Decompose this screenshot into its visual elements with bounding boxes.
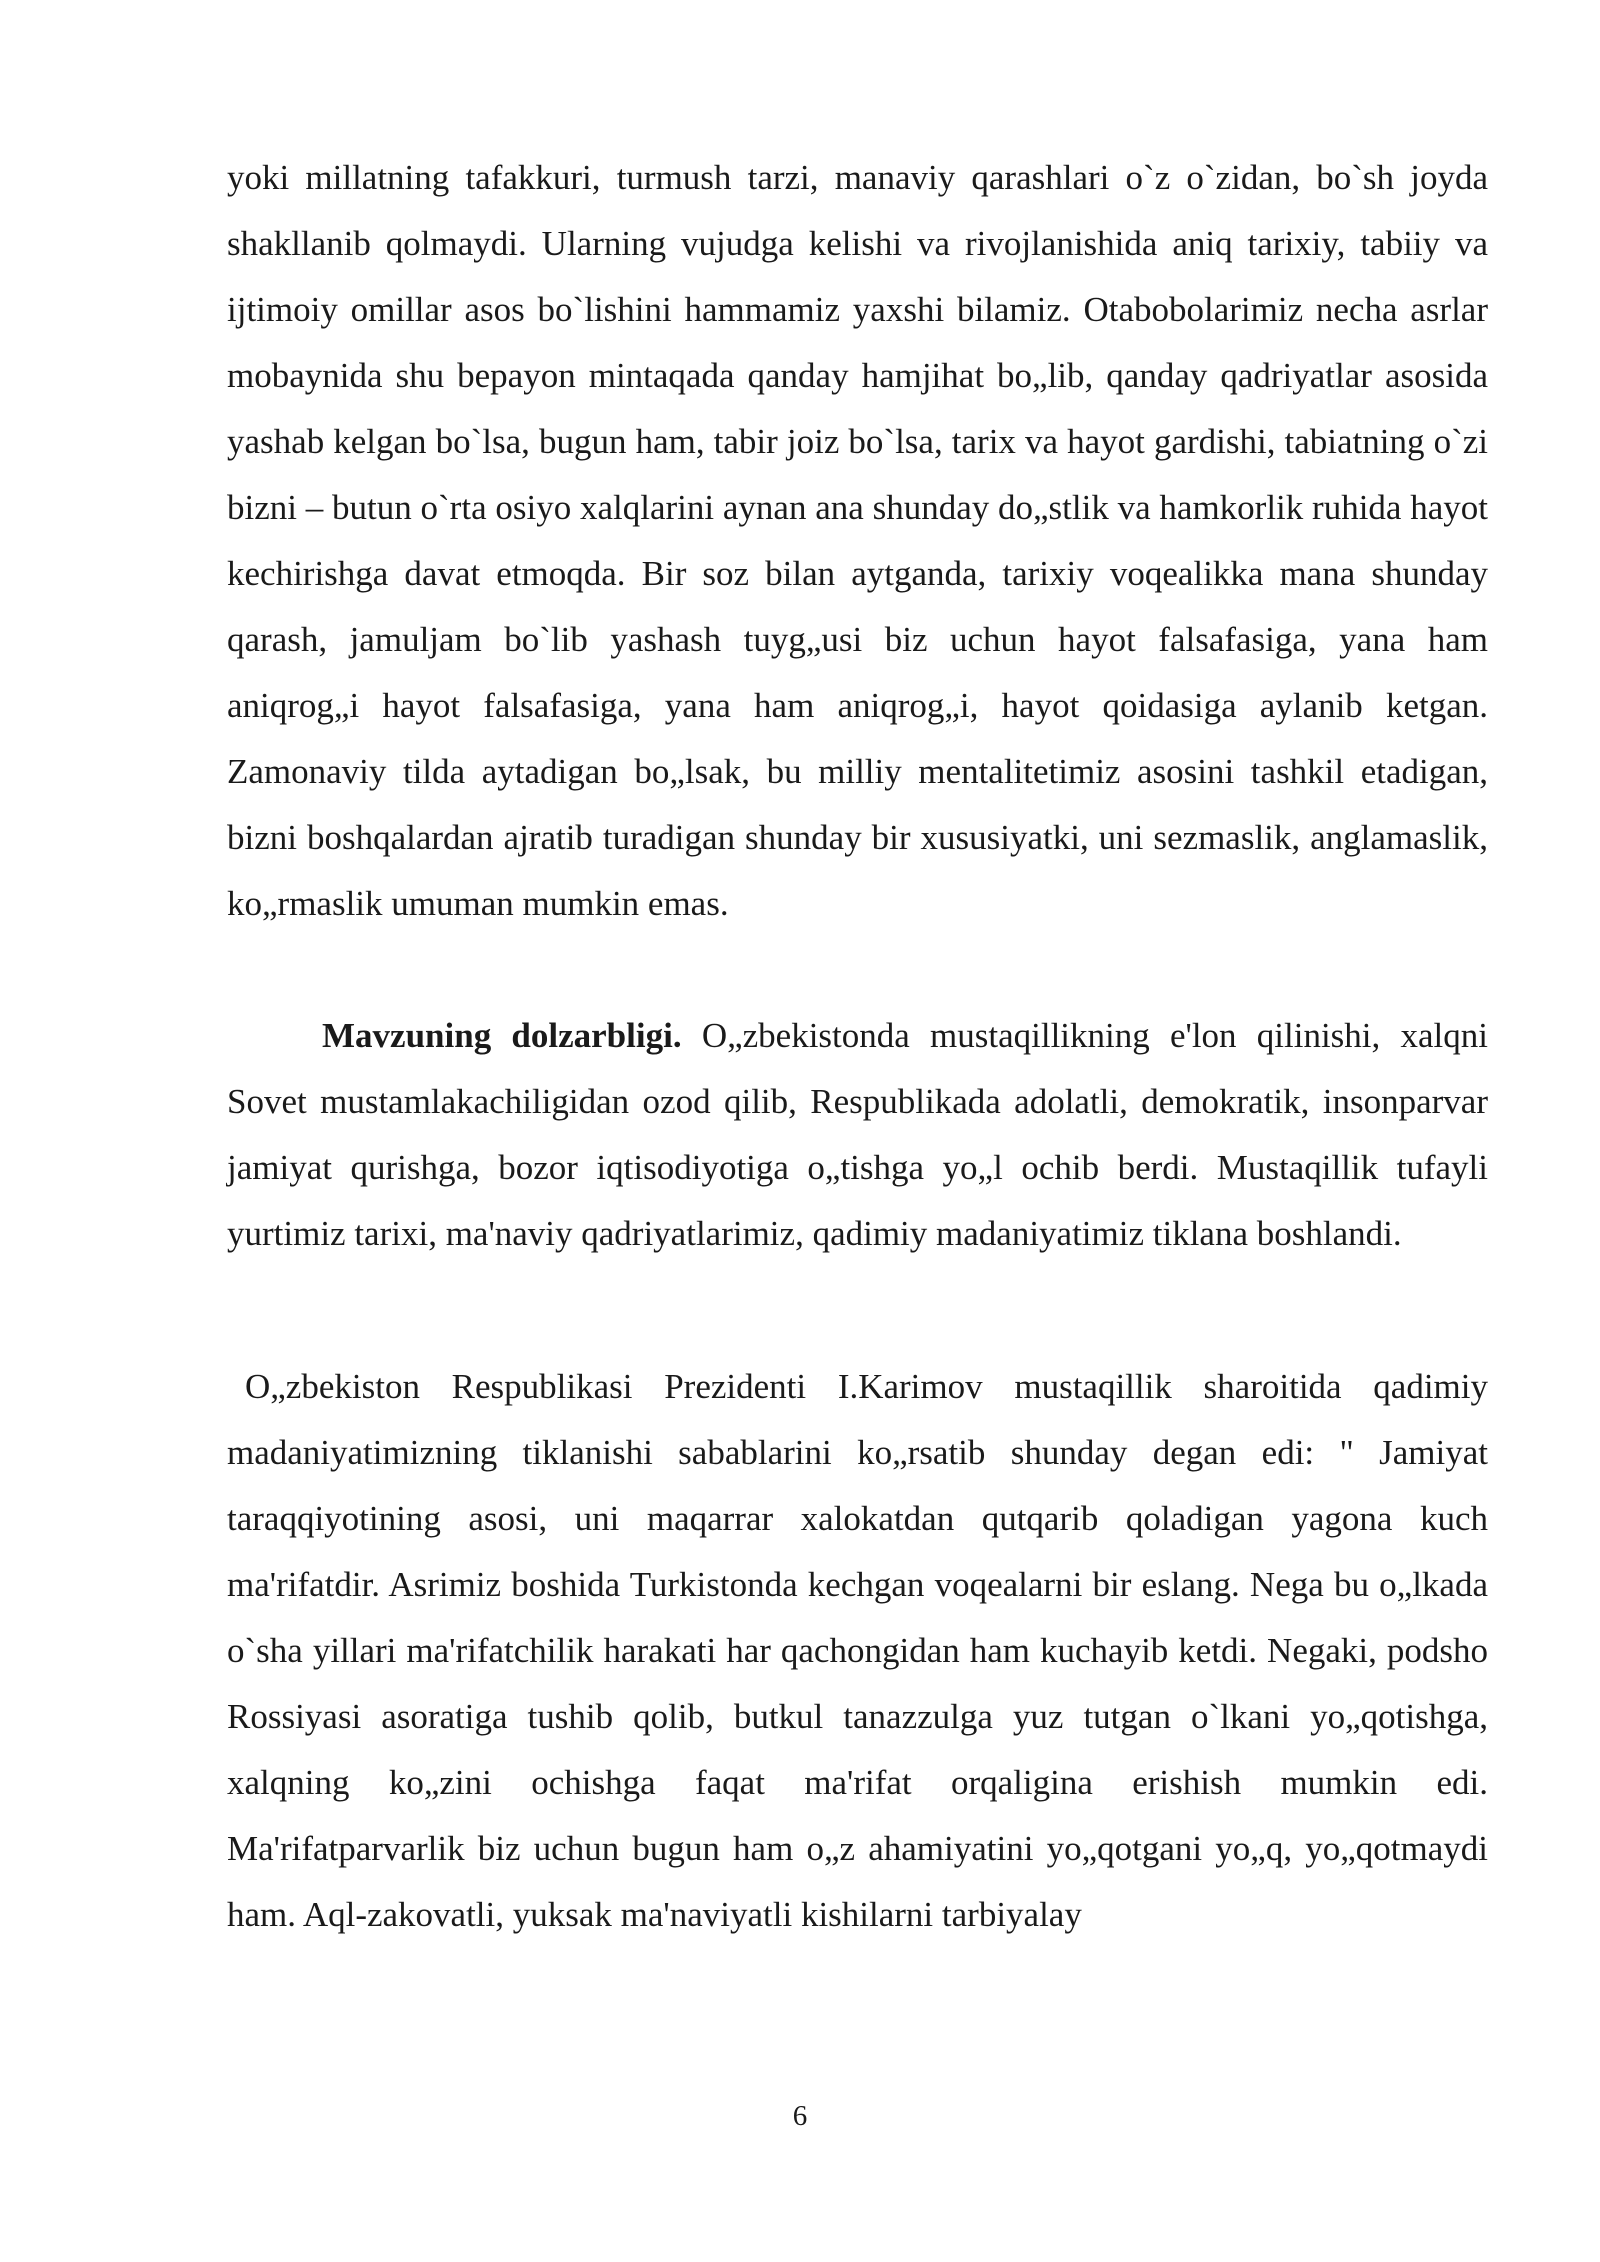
section-heading-inline: Mavzuning dolzarbligi. <box>322 1016 682 1055</box>
quote-paragraph <box>227 1354 1488 1948</box>
page-number: 6 <box>792 2100 808 2132</box>
paragraph-text: yoki millatning tafakkuri, turmush tarzi, manaviy qarashlari o`z o`zidan, bo`sh joyda shakllanib qolmaydi. Ularning vujudga kelishi va rivojlanishida aniq tarixiy, tabiiy va ijtimoiy omillar asos bo`lishini hammamiz yaxshi bilamiz. Otabobolarimiz necha asrlar mobaynida shu bepayon mintaqada qanday hamjihat bo„lib, qanday qadriyatlar asosida yashab kelgan bo`lsa, bugun ham, tabir joiz bo`lsa, tarix va hayot gardishi, tabiatning o`zi bizni – butun o`rta osiyo xalqlarini aynan ana shunday do„stlik va hamkorlik ruhida hayot kechirishga davat etmoqda. Bir soz bilan aytganda, tarixiy voqealikka mana shunday qarash, jamuljam bo`lib yashash tuyg„usi biz uchun hayot falsafasiga, yana ham aniqrog„i hayot falsafasiga, yana ham aniqrog„i, hayot qoidasiga aylanib ketgan. Zamonaviy tilda aytadigan bo„lsak, bu milliy mentalitetimiz asosini tashkil etadigan, bizni boshqalardan ajratib turadigan shunday bir xususiyatki, uni sezmaslik, anglamaslik, ko„rmaslik umuman mumkin emas. <box>227 158 1488 923</box>
paragraph-text: O„zbekiston Respublikasi Prezidenti I.Karimov mustaqillik sharoitida qadimiy madaniyatimizning tiklanishi sabablarini ko„rsatib shunday degan edi: " Jamiyat taraqqiyotining asosi, uni maqarrar xalokatdan qutqarib qoladigan yagona kuch ma'rifatdir. Asrimiz boshida Turkistonda kechgan voqealarni bir eslang. Nega bu o„lkada o`sha yillari ma'rifatchilik harakati har qachongidan ham kuchayib ketdi. Negaki, podsho Rossiyasi asoratiga tushib qolib, butkul tanazzulga yuz tutgan o`lkani yo„qotishga, xalqning ko„zini ochishga faqat ma'rifat orqaligina erishish mumkin edi. Ma'rifatparvarlik biz uchun bugun ham o„z ahamiyatini yo„qotgani yo„q, yo„qotmaydi ham. Aql-zakovatli, yuksak ma'naviyatli kishilarni tarbiyalay <box>227 1367 1488 1934</box>
body-paragraph <box>227 145 1488 937</box>
paragraph-text: O„zbekistonda mustaqillikning e'lon qilinishi, xalqni Sovet mustamlakachiligidan ozod qilib, Respublikada adolatli, demokratik, insonparvar jamiyat qurishga, bozor iqtisodiyotiga o„tishga yo„l ochib berdi. Mustaqillik tufayli yurtimiz tarixi, ma'naviy qadriyatlarimiz, qadimiy madaniyatimiz tiklana boshlandi. <box>227 1016 1488 1253</box>
topic-relevance-paragraph <box>227 1003 1488 1267</box>
